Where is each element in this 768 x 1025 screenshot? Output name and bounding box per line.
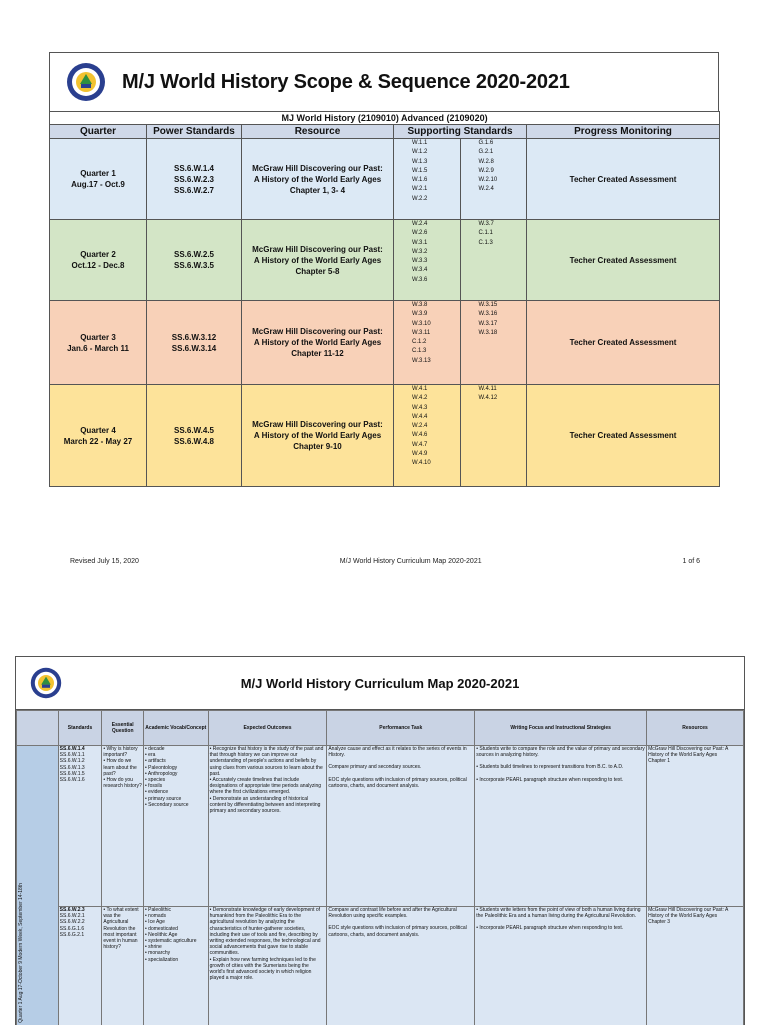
- writing-focus-line: • Incorporate PEARL paragraph structure when responding to text.: [476, 777, 645, 783]
- vocab-line: • specialization: [145, 957, 207, 963]
- quarter-cell: [50, 139, 147, 220]
- performance-task-line: EOC style questions with inclusion of primary sources, political cartoons, charts, and document analysis.: [328, 777, 473, 789]
- supporting-standards-cell: [394, 385, 527, 487]
- supporting-standard: W.3.17: [479, 320, 527, 329]
- essential-question-line: • How do we learn about the past?: [103, 758, 142, 777]
- power-standards-cell: [147, 301, 242, 385]
- resource-line: McGraw Hill Discovering our Past:: [242, 326, 393, 337]
- power-standard: SS.6.W.1.4: [147, 163, 241, 174]
- progress-monitoring-cell: Techer Created Assessment: [527, 139, 720, 220]
- vocab-line: • Paleolithic: [145, 907, 207, 913]
- curriculum-header: [16, 657, 744, 710]
- district-seal-icon: [66, 62, 106, 102]
- vocab-line: • evidence: [145, 789, 207, 795]
- resource-line: A History of the World Early Ages: [242, 255, 393, 266]
- progress-monitoring-cell: Techer Created Assessment: [527, 220, 720, 301]
- column-header: Writing Focus and Instructional Strategies: [475, 711, 647, 746]
- supporting-wrap: [394, 385, 526, 486]
- resource-line: A History of the World Early Ages: [242, 174, 393, 185]
- writing-focus-line: • Students write letters from the point of view of both a human living during the Paleolithic Era and a human living during the Agricultural Revolution.: [476, 907, 645, 919]
- band-header: [17, 711, 59, 746]
- resource-line: Chapter 9-10: [242, 441, 393, 452]
- quarter-text: Quarter 4: [50, 425, 146, 436]
- curriculum-map-page: [15, 656, 745, 1025]
- power-standards-cell: [147, 385, 242, 487]
- vocab-line: • era: [145, 752, 207, 758]
- vocab-line: • domesticated: [145, 926, 207, 932]
- supporting-standard: W.3.18: [479, 329, 527, 338]
- course-subtitle: MJ World History (2109010) Advanced (2109020): [50, 112, 720, 125]
- standard-code: SS.6.W.2.3: [60, 907, 101, 913]
- standard-code: SS.6.W.1.6: [60, 777, 101, 783]
- supporting-standard: W.3.2: [412, 248, 460, 257]
- resource-line: McGraw Hill Discovering our Past:: [242, 244, 393, 255]
- resource-cell: [242, 220, 394, 301]
- resources-line: Chapter 3: [648, 919, 742, 925]
- expected-outcomes-line: • Recognize that history is the study of the past and that through history we can improve our understanding of people's actions and beliefs by using clues from various sources to learn about the past.: [210, 746, 326, 777]
- expected-outcomes-line: • Demonstrate an understanding of historical content by differentiating between and interpreting primary and secondary sources.: [210, 796, 326, 815]
- standard-code: SS.6.G.1.6: [60, 926, 101, 932]
- expected-outcomes-line: • Accurately create timelines that include designations of appropriate time periods analyzing where the first civilizations emerged.: [210, 777, 326, 796]
- vocab-line: • Paleontology: [145, 765, 207, 771]
- vocab-line: • systematic agriculture: [145, 938, 207, 944]
- quarter-cell: [50, 301, 147, 385]
- vocab-line: • fossils: [145, 783, 207, 789]
- supporting-standard: W.3.3: [412, 257, 460, 266]
- vocab-cell: [144, 746, 209, 907]
- supporting-col-b: [460, 301, 527, 384]
- writing-focus-cell: [475, 746, 647, 907]
- supporting-standard: W.2.4: [412, 422, 460, 431]
- supporting-standard: W.3.4: [412, 266, 460, 275]
- footer-revised: Revised July 15, 2020: [70, 558, 139, 565]
- column-header: Resource: [242, 125, 394, 139]
- supporting-standard: W.2.8: [479, 158, 527, 167]
- supporting-standard: W.1.5: [412, 167, 460, 176]
- expected-outcomes-line: • Explain how new farming techniques led to the growth of cities with the Sumerians being the world's first advanced society in which religion played a major role.: [210, 957, 326, 982]
- standard-code: SS.6.W.1.4: [60, 746, 101, 752]
- essential-question-cell: [102, 907, 144, 1025]
- quarter-text: Oct.12 - Dec.8: [50, 260, 146, 271]
- essential-question-line: • Why is history important?: [103, 746, 142, 758]
- column-header: Power Standards: [147, 125, 242, 139]
- essential-question-line: • To what extent was the Agricultural Revolution the most important event in human history?: [103, 907, 142, 950]
- supporting-standard: W.2.1: [412, 185, 460, 194]
- supporting-standard: W.4.7: [412, 441, 460, 450]
- supporting-standard: W.4.2: [412, 394, 460, 403]
- vocab-line: • Secondary source: [145, 802, 207, 808]
- supporting-standard: W.2.4: [412, 220, 460, 229]
- vocab-line: • primary source: [145, 796, 207, 802]
- power-standard: SS.6.W.3.14: [147, 343, 241, 354]
- power-standard: SS.6.W.3.5: [147, 260, 241, 271]
- standard-code: SS.6.W.1.1: [60, 752, 101, 758]
- supporting-standard: G.1.6: [479, 139, 527, 148]
- performance-task-line: Compare and contrast life before and after the Agricultural Revolution using specific examples.: [328, 907, 473, 919]
- supporting-wrap: [394, 139, 526, 219]
- performance-task-line: Analyze cause and effect as it relates to the series of events in History.: [328, 746, 473, 758]
- supporting-standard: W.3.8: [412, 301, 460, 310]
- supporting-col-a: [394, 301, 460, 384]
- supporting-col-b: [460, 139, 527, 219]
- supporting-standard: W.3.10: [412, 320, 460, 329]
- supporting-standard: C.1.3: [412, 347, 460, 356]
- supporting-standard: W.4.4: [412, 413, 460, 422]
- column-header: Standards: [58, 711, 102, 746]
- supporting-standard: W.2.10: [479, 176, 527, 185]
- column-header: Resources: [647, 711, 744, 746]
- supporting-standard: W.1.3: [412, 158, 460, 167]
- resource-line: McGraw Hill Discovering our Past:: [242, 419, 393, 430]
- supporting-standard: W.3.16: [479, 310, 527, 319]
- progress-monitoring-cell: Techer Created Assessment: [527, 301, 720, 385]
- curriculum-row: [17, 746, 744, 907]
- quarter-row: [50, 139, 720, 220]
- supporting-standards-cell: [394, 139, 527, 220]
- supporting-standard: W.2.4: [479, 185, 527, 194]
- vocab-line: • Neolithic Age: [145, 932, 207, 938]
- supporting-col-a: [394, 220, 460, 300]
- vocab-line: • decade: [145, 746, 207, 752]
- supporting-standard: W.4.6: [412, 431, 460, 440]
- supporting-standard: W.3.15: [479, 301, 527, 310]
- supporting-col-a: [394, 385, 460, 486]
- quarter-text: March 22 - May 27: [50, 436, 146, 447]
- vocab-line: • Ice Age: [145, 919, 207, 925]
- standard-code: SS.6.W.1.3: [60, 765, 101, 771]
- power-standard: SS.6.W.2.3: [147, 174, 241, 185]
- supporting-standard: W.3.11: [412, 329, 460, 338]
- quarter-text: Jan.6 - March 11: [50, 343, 146, 354]
- page-footer: [70, 558, 700, 565]
- quarter-band: [17, 746, 59, 1025]
- supporting-standard: W.1.1: [412, 139, 460, 148]
- power-standard: SS.6.W.2.7: [147, 185, 241, 196]
- expected-outcomes-line: • Demonstrate knowledge of early development of humankind from the Paleolithic Era to the agricultural revolution by analyzing the characteristics of hunter-gatherer societies, including their use of tools and fire, describing by writing extended responses, the technological and social advancements that gave rise to stable communities.: [210, 907, 326, 957]
- resource-line: McGraw Hill Discovering our Past:: [242, 163, 393, 174]
- footer-page-number: 1 of 6: [682, 558, 700, 565]
- column-header: Expected Outcomes: [208, 711, 327, 746]
- supporting-standard: W.1.6: [412, 176, 460, 185]
- vocab-line: • nomads: [145, 913, 207, 919]
- progress-monitoring-cell: Techer Created Assessment: [527, 385, 720, 487]
- quarter-row: [50, 385, 720, 487]
- resources-cell: [647, 907, 744, 1025]
- standard-code: SS.6.G.2.1: [60, 932, 101, 938]
- supporting-standard: W.3.9: [412, 310, 460, 319]
- writing-focus-line: • Students build timelines to represent transitions from B.C. to A.D.: [476, 764, 645, 770]
- supporting-standard: W.3.6: [412, 276, 460, 285]
- supporting-standard: W.3.7: [479, 220, 527, 229]
- resource-cell: [242, 139, 394, 220]
- power-standards-cell: [147, 220, 242, 301]
- essential-question-line: • How do you research history?: [103, 777, 142, 789]
- standard-code: SS.6.W.2.2: [60, 919, 101, 925]
- supporting-standard: W.3.1: [412, 239, 460, 248]
- supporting-standard: W.4.9: [412, 450, 460, 459]
- scope-table: [49, 111, 720, 487]
- column-header: Academic Vocab/Concept: [144, 711, 209, 746]
- supporting-col-a: [394, 139, 460, 219]
- supporting-standard: C.1.1: [479, 229, 527, 238]
- standard-code: SS.6.W.2.1: [60, 913, 101, 919]
- standards-cell: [58, 907, 102, 1025]
- resources-line: McGraw Hill Discovering our Past: A History of the World Early Ages: [648, 907, 742, 919]
- supporting-standards-cell: [394, 301, 527, 385]
- supporting-standard: W.4.12: [479, 394, 527, 403]
- performance-task-cell: [327, 907, 475, 1025]
- quarter-band-label: Quarter 1 Aug 17-October 9 Modern Week, September 14-18th: [18, 883, 24, 1023]
- expected-outcomes-cell: [208, 907, 327, 1025]
- writing-focus-line: • Students write to compare the role and the value of primary and secondary sources in analyzing history.: [476, 746, 645, 758]
- footer-title: M/J World History Curriculum Map 2020-2021: [340, 558, 482, 565]
- vocab-line: • species: [145, 777, 207, 783]
- standard-code: SS.6.W.1.2: [60, 758, 101, 764]
- resource-line: Chapter 1, 3- 4: [242, 185, 393, 196]
- quarter-cell: [50, 220, 147, 301]
- vocab-cell: [144, 907, 209, 1025]
- performance-task-line: EOC style questions with inclusion of primary sources, political cartoons, charts, and document analysis.: [328, 925, 473, 937]
- supporting-standard: W.3.13: [412, 357, 460, 366]
- quarter-text: Quarter 3: [50, 332, 146, 343]
- power-standard: SS.6.W.4.5: [147, 425, 241, 436]
- resource-line: Chapter 11-12: [242, 348, 393, 359]
- vocab-line: • Anthropology: [145, 771, 207, 777]
- supporting-standard: C.1.3: [479, 239, 527, 248]
- curriculum-table: [16, 710, 744, 1025]
- quarter-text: Aug.17 - Oct.9: [50, 179, 146, 190]
- supporting-wrap: [394, 220, 526, 300]
- power-standard: SS.6.W.2.5: [147, 249, 241, 260]
- resource-cell: [242, 385, 394, 487]
- supporting-standard: C.1.2: [412, 338, 460, 347]
- writing-focus-line: • Incorporate PEARL paragraph structure when responding to text.: [476, 925, 645, 931]
- resources-line: McGraw Hill Discovering our Past: A History of the World Early Ages: [648, 746, 742, 758]
- column-header: Supporting Standards: [394, 125, 527, 139]
- supporting-standard: W.4.1: [412, 385, 460, 394]
- power-standards-cell: [147, 139, 242, 220]
- quarter-row: [50, 301, 720, 385]
- essential-question-cell: [102, 746, 144, 907]
- resource-line: Chapter 5-8: [242, 266, 393, 277]
- resource-line: A History of the World Early Ages: [242, 430, 393, 441]
- curriculum-row: [17, 907, 744, 1025]
- supporting-standard: W.1.2: [412, 148, 460, 157]
- supporting-standard: G.2.1: [479, 148, 527, 157]
- column-header: Performance Task: [327, 711, 475, 746]
- supporting-col-b: [460, 220, 527, 300]
- quarter-text: Quarter 1: [50, 168, 146, 179]
- supporting-standard: W.4.3: [412, 404, 460, 413]
- column-header: Essential Question: [102, 711, 144, 746]
- column-header: Progress Monitoring: [527, 125, 720, 139]
- resource-line: A History of the World Early Ages: [242, 337, 393, 348]
- supporting-standard: W.2.6: [412, 229, 460, 238]
- vocab-line: • artifacts: [145, 758, 207, 764]
- expected-outcomes-cell: [208, 746, 327, 907]
- supporting-standard: W.2.2: [412, 195, 460, 204]
- performance-task-cell: [327, 746, 475, 907]
- quarter-cell: [50, 385, 147, 487]
- quarter-text: Quarter 2: [50, 249, 146, 260]
- vocab-line: • shrine: [145, 944, 207, 950]
- performance-task-line: Compare primary and secondary sources.: [328, 764, 473, 770]
- curriculum-title: M/J World History Curriculum Map 2020-2021: [16, 676, 744, 691]
- resource-cell: [242, 301, 394, 385]
- resources-cell: [647, 746, 744, 907]
- supporting-standard: W.4.10: [412, 459, 460, 468]
- standard-code: SS.6.W.1.5: [60, 771, 101, 777]
- standards-cell: [58, 746, 102, 907]
- supporting-wrap: [394, 301, 526, 384]
- power-standard: SS.6.W.4.8: [147, 436, 241, 447]
- scope-sequence-page: [49, 52, 719, 487]
- writing-focus-cell: [475, 907, 647, 1025]
- supporting-col-b: [460, 385, 527, 486]
- supporting-standard: W.2.9: [479, 167, 527, 176]
- power-standard: SS.6.W.3.12: [147, 332, 241, 343]
- column-header: Quarter: [50, 125, 147, 139]
- page-title: M/J World History Scope & Sequence 2020-2021: [122, 71, 570, 94]
- resources-line: Chapter 1: [648, 758, 742, 764]
- supporting-standards-cell: [394, 220, 527, 301]
- quarter-row: [50, 220, 720, 301]
- vocab-line: • monarchy: [145, 950, 207, 956]
- supporting-standard: W.4.11: [479, 385, 527, 394]
- scope-header: [49, 52, 719, 111]
